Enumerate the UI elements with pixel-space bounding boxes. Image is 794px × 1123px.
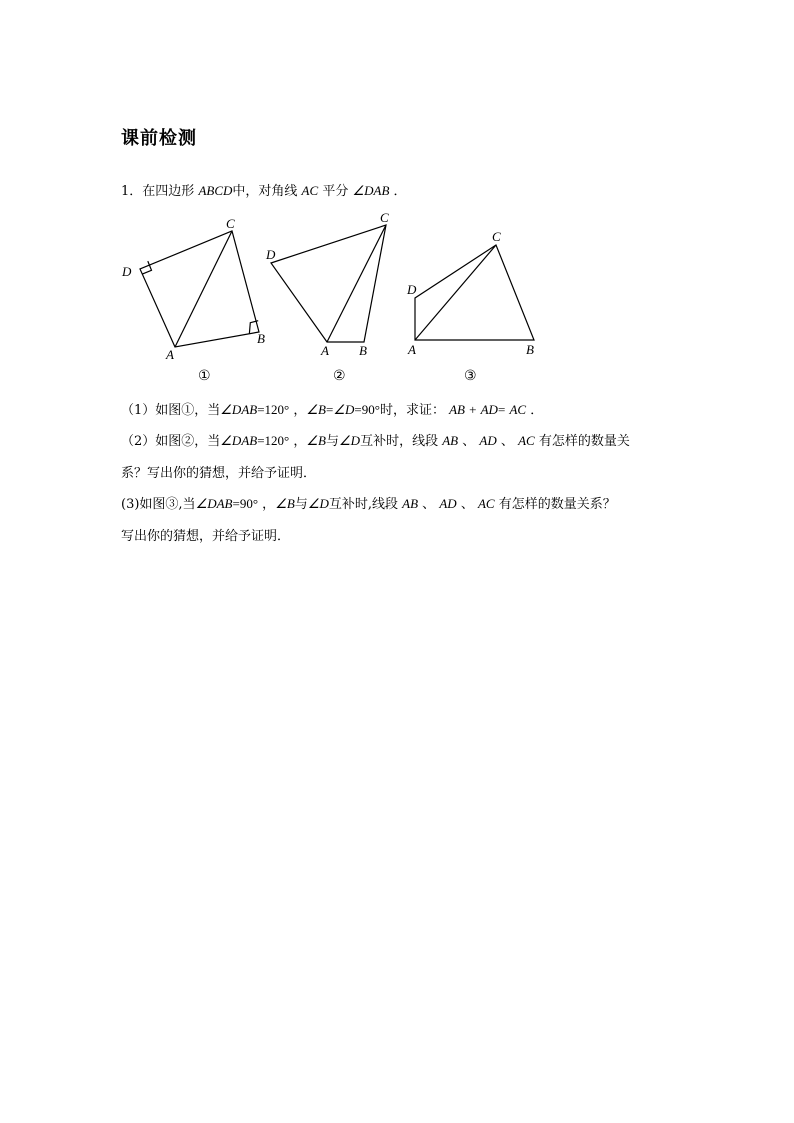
- text: 、: [500, 434, 514, 449]
- text: 时，求证：: [379, 403, 445, 418]
- text: ，: [262, 497, 276, 512]
- text: 、: [460, 497, 474, 512]
- label-b: B: [359, 343, 367, 358]
- math: ∠DAB: [220, 433, 258, 448]
- math: AC: [509, 402, 527, 417]
- text: 与: [326, 434, 340, 449]
- figure-2: [271, 225, 386, 342]
- part-2-continued: [121, 462, 316, 481]
- figure-caption: ②: [333, 368, 346, 384]
- math: =: [326, 402, 334, 417]
- math: AB: [442, 433, 459, 448]
- math: =120°: [257, 402, 290, 417]
- text: 、: [462, 434, 476, 449]
- math: AB: [449, 402, 465, 417]
- figure-1: [140, 231, 259, 347]
- math: ∠B: [306, 402, 327, 417]
- diagonal-ac: [415, 245, 496, 340]
- math: =: [497, 402, 506, 417]
- text: 有怎样的数量关系？: [498, 497, 616, 512]
- part-2: [121, 430, 630, 449]
- math: ∠D: [307, 496, 329, 511]
- label-d: D: [122, 264, 132, 279]
- text: ．: [393, 184, 407, 199]
- quad-edges: [140, 231, 259, 347]
- text: 有怎样的数量关: [538, 434, 630, 449]
- math: AC: [477, 496, 495, 511]
- part-3-continued: [121, 525, 290, 544]
- math: AB: [402, 496, 419, 511]
- text: 在四边形: [142, 184, 195, 199]
- math: =90°: [354, 402, 380, 417]
- figure-caption: ①: [198, 368, 211, 384]
- text: ，: [293, 403, 307, 418]
- label-c: C: [492, 229, 501, 244]
- text: 中，对角线: [232, 184, 298, 199]
- quad-edges: [271, 225, 386, 342]
- diagonal-ac: [327, 225, 386, 342]
- label-a: A: [408, 342, 416, 357]
- figures: [0, 0, 794, 400]
- math: AD: [479, 433, 497, 448]
- label-b: B: [257, 331, 265, 346]
- figure-caption: ③: [464, 368, 477, 384]
- math: +: [469, 402, 477, 417]
- label-d: D: [266, 247, 276, 262]
- math: AD: [480, 402, 498, 417]
- text: （1）如图①，当: [121, 403, 221, 418]
- text: 互补时，线段: [360, 434, 439, 449]
- label-a: A: [321, 343, 329, 358]
- math: =120°: [257, 433, 290, 448]
- math-diagonal: AC: [301, 183, 319, 198]
- part-1: [121, 399, 543, 418]
- text: (3)如图③,当: [121, 497, 196, 512]
- math: AD: [439, 496, 457, 511]
- text: 、: [422, 497, 436, 512]
- text: （2）如图②，当: [121, 434, 221, 449]
- label-b: B: [526, 342, 534, 357]
- label-a: A: [166, 347, 174, 362]
- math-angle: ∠DAB: [352, 183, 390, 198]
- text: 互补时,线段: [328, 497, 398, 512]
- math-quadrilateral: ABCD: [198, 183, 233, 198]
- math: ∠B: [275, 496, 295, 511]
- math: ∠D: [333, 402, 355, 417]
- math: AC: [518, 433, 535, 448]
- text: ．: [530, 403, 544, 418]
- text: 与: [294, 497, 308, 512]
- math: ∠B: [306, 433, 327, 448]
- figure-3: [415, 245, 534, 340]
- math: ∠DAB: [220, 402, 258, 417]
- section-heading: 课前检测: [121, 128, 197, 149]
- question-number: 1．: [121, 184, 143, 199]
- text: 平分: [322, 184, 349, 199]
- label-c: C: [226, 216, 235, 231]
- text: ，: [293, 434, 307, 449]
- label-c: C: [380, 210, 389, 225]
- text: 系？写出你的猜想，并给予证明．: [121, 466, 317, 481]
- part-3: [121, 493, 616, 512]
- math: =90°: [232, 496, 259, 511]
- math: ∠D: [339, 433, 361, 448]
- label-d: D: [407, 282, 417, 297]
- quad-edges: [415, 245, 534, 340]
- text: 写出你的猜想，并给予证明．: [121, 529, 291, 544]
- diagonal-ac: [175, 231, 232, 347]
- math: ∠DAB: [195, 496, 233, 511]
